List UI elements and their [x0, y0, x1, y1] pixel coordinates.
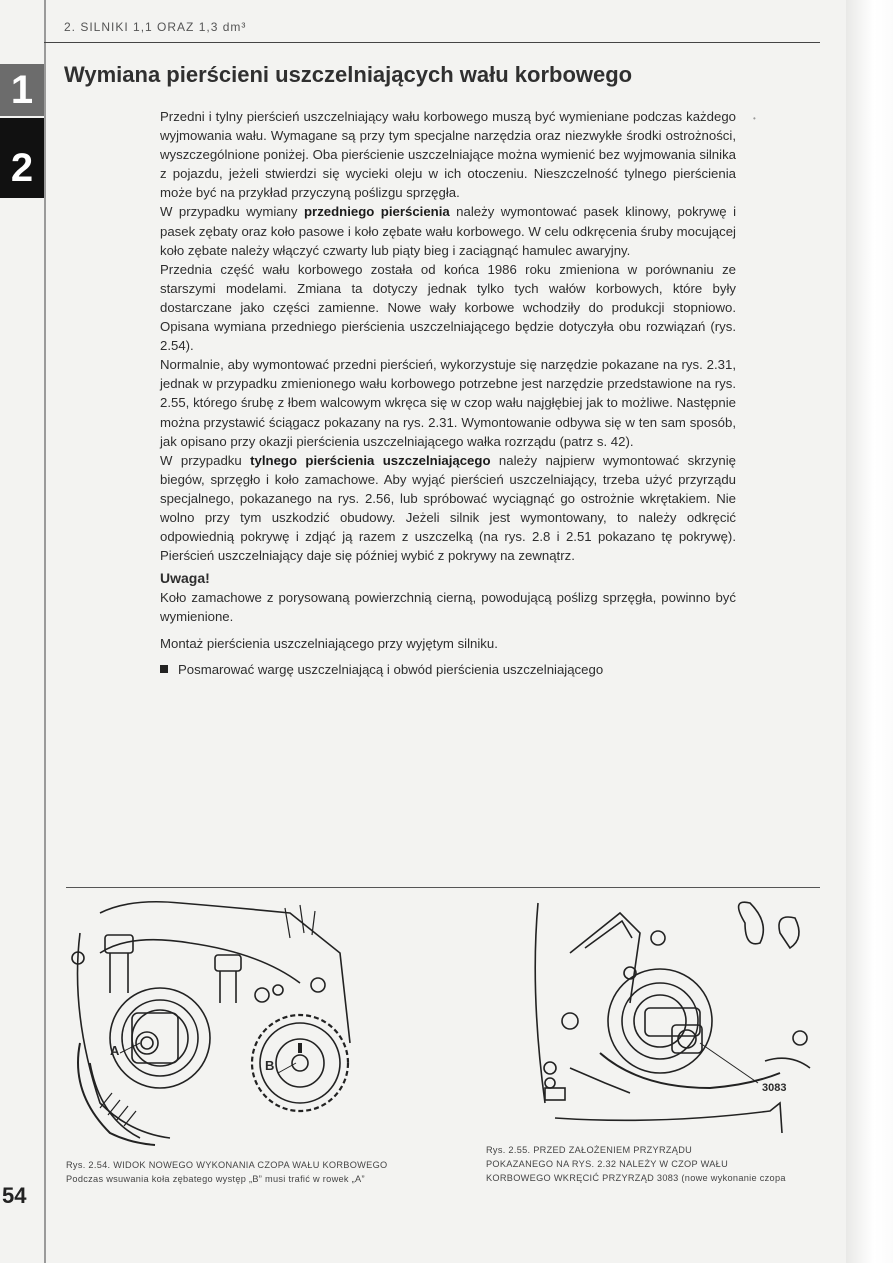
paragraph-1: Przedni i tylny pierścień uszczelniający wału korbowego muszą być wymieniane podczas każdego wyjmowania wału. Wymagane są przy tym specjalne narzędzia oraz niezwykłe środki ostrożności, wyszczególnione poniżej. Oba pierścienie uszczelniające można wymienić bez wyjmowania silnika z pojazdu, jeżeli stwierdzi się wycieki oleju w ich otoczeniu. Nieszczelność tylnego pierścienia może być na przykład przyczyną poślizgu sprzęgła.	[160, 109, 736, 201]
chapter-tab-2: 2	[0, 118, 44, 198]
figure-255-caption	[486, 1143, 786, 1185]
bullet-icon	[160, 665, 168, 673]
tool-3083-drawing	[510, 893, 835, 1133]
margin-dot: •	[753, 114, 756, 123]
page-edge-shadow	[846, 0, 893, 1263]
paragraph-5-start: W przypadku	[160, 452, 251, 468]
margin-rule	[44, 0, 46, 1263]
figure-254-caption	[66, 1158, 387, 1186]
paragraph-2	[160, 202, 736, 259]
paragraph-2-rest: należy wymontować pasek klinowy, pokrywę i pasek zębaty oraz koło pasowe i koło zębate wału korbowego. W celu odkręcenia śruby mocującej koło zębate należy włączyć czwarty lub piąty bieg i zaciągnąć hamulec awaryjny.	[160, 204, 737, 258]
body-text	[160, 107, 736, 679]
rear-seal-heading: tylnego pierścienia uszczelniającego	[250, 452, 491, 468]
paragraph-5	[160, 451, 736, 566]
bullet-item	[160, 660, 736, 679]
header-rule	[44, 42, 820, 43]
figure-255-caption-line-3: KORBOWEGO WKRĘCIĆ PRZYRZĄD 3083 (nowe wykonanie czopa	[486, 1173, 786, 1183]
paragraph-3: Przednia część wału korbowego została od końca 1986 roku zmieniona w porównaniu ze starszymi modelami. Zmiana ta dotyczy jednak tylko tych wałów korbowych, które były dostarczane jako części zamienne. Nowe wały korbowe wchodziły do produkcji stopniowo. Opisana wymiana przedniego pierścienia uszczelniającego będzie dotyczyła obu rozwiązań (rys. 2.54).	[160, 261, 736, 354]
chapter-tab-1: 1	[0, 64, 44, 116]
paragraph-4: Normalnie, aby wymontować przedni pierścień, wykorzystuje się narzędzie pokazane na rys. 2.31, jednak w przypadku zmienionego wału korbowego potrzebne jest narzędzie przedstawione na rys. 2.55, którego śrubę z łbem walcowym wkręca się w czop wału najgłębiej jak to możliwe. Następnie można przystawić ściągacz pokazany na rys. 2.31. Wymontowanie odbywa się w ten sam sposób, jak opisano przy okazji pierścienia uszczelniającego wałka rozrządu (patrz s. 42).	[160, 357, 736, 449]
bullet-text: Posmarować wargę uszczelniającą i obwód pierścienia uszczelniającego	[178, 661, 604, 677]
figure-label-b: B	[265, 1058, 275, 1073]
figure-255-illustration	[510, 893, 835, 1133]
running-head: 2. SILNIKI 1,1 ORAZ 1,3 dm³	[64, 20, 247, 34]
figure-label-a: A	[110, 1043, 120, 1058]
paragraph-2-start: W przypadku wymiany	[160, 204, 304, 220]
page-title: Wymiana pierścieni uszczelniających wału korbowego	[64, 62, 633, 87]
paragraph-5-rest: należy najpierw wymontować skrzynię biegów, sprzęgło i koło zamachowe. Aby wyjąć pierścień uszczelniający, trzeba użyć przyrządu specjalnego, pokazanego na rys. 2.56, lub spróbować wyciągnąć go ostrożnie wkrętakiem. Nie wolno przy tym uszkodzić obudowy. Jeżeli silnik jest wymontowany, to należy odkręcić odpowiednią pokrywę i zdjąć ją razem z uszczelką (na rys. 2.8 i 2.51 pokazano tę pokrywę). Pierścień uszczelniający daje się później wybić z pokrywy na zewnątrz.	[160, 452, 736, 564]
crankshaft-front-drawing	[60, 893, 360, 1148]
figure-rule	[66, 887, 820, 888]
page-number: 54	[2, 1183, 27, 1208]
figure-255-caption-line-2: POKAZANEGO NA RYS. 2.32 NALEŻY W CZOP WAŁU	[486, 1159, 729, 1169]
figure-254-caption-title: Rys. 2.54. WIDOK NOWEGO WYKONANIA CZOPA WAŁU KORBOWEGO	[66, 1160, 388, 1170]
front-seal-heading: przedniego pierścienia	[304, 204, 450, 220]
figure-254-caption-note: Podczas wsuwania koła zębatego występ „B” musi trafić w rowek „A”	[66, 1174, 365, 1184]
tool-number-label: 3083	[762, 1082, 787, 1094]
paragraph-6: Montaż pierścienia uszczelniającego przy wyjętym silniku.	[160, 635, 498, 651]
note-text: Koło zamachowe z porysowaną powierzchnią cierną, powodującą poślizg sprzęgła, powinno być wymienione.	[160, 590, 736, 625]
figure-255-caption-line-1: Rys. 2.55. PRZED ZAŁOŻENIEM PRZYRZĄDU	[486, 1145, 693, 1155]
figure-254-illustration	[60, 893, 360, 1148]
note-title: Uwaga!	[160, 570, 210, 587]
